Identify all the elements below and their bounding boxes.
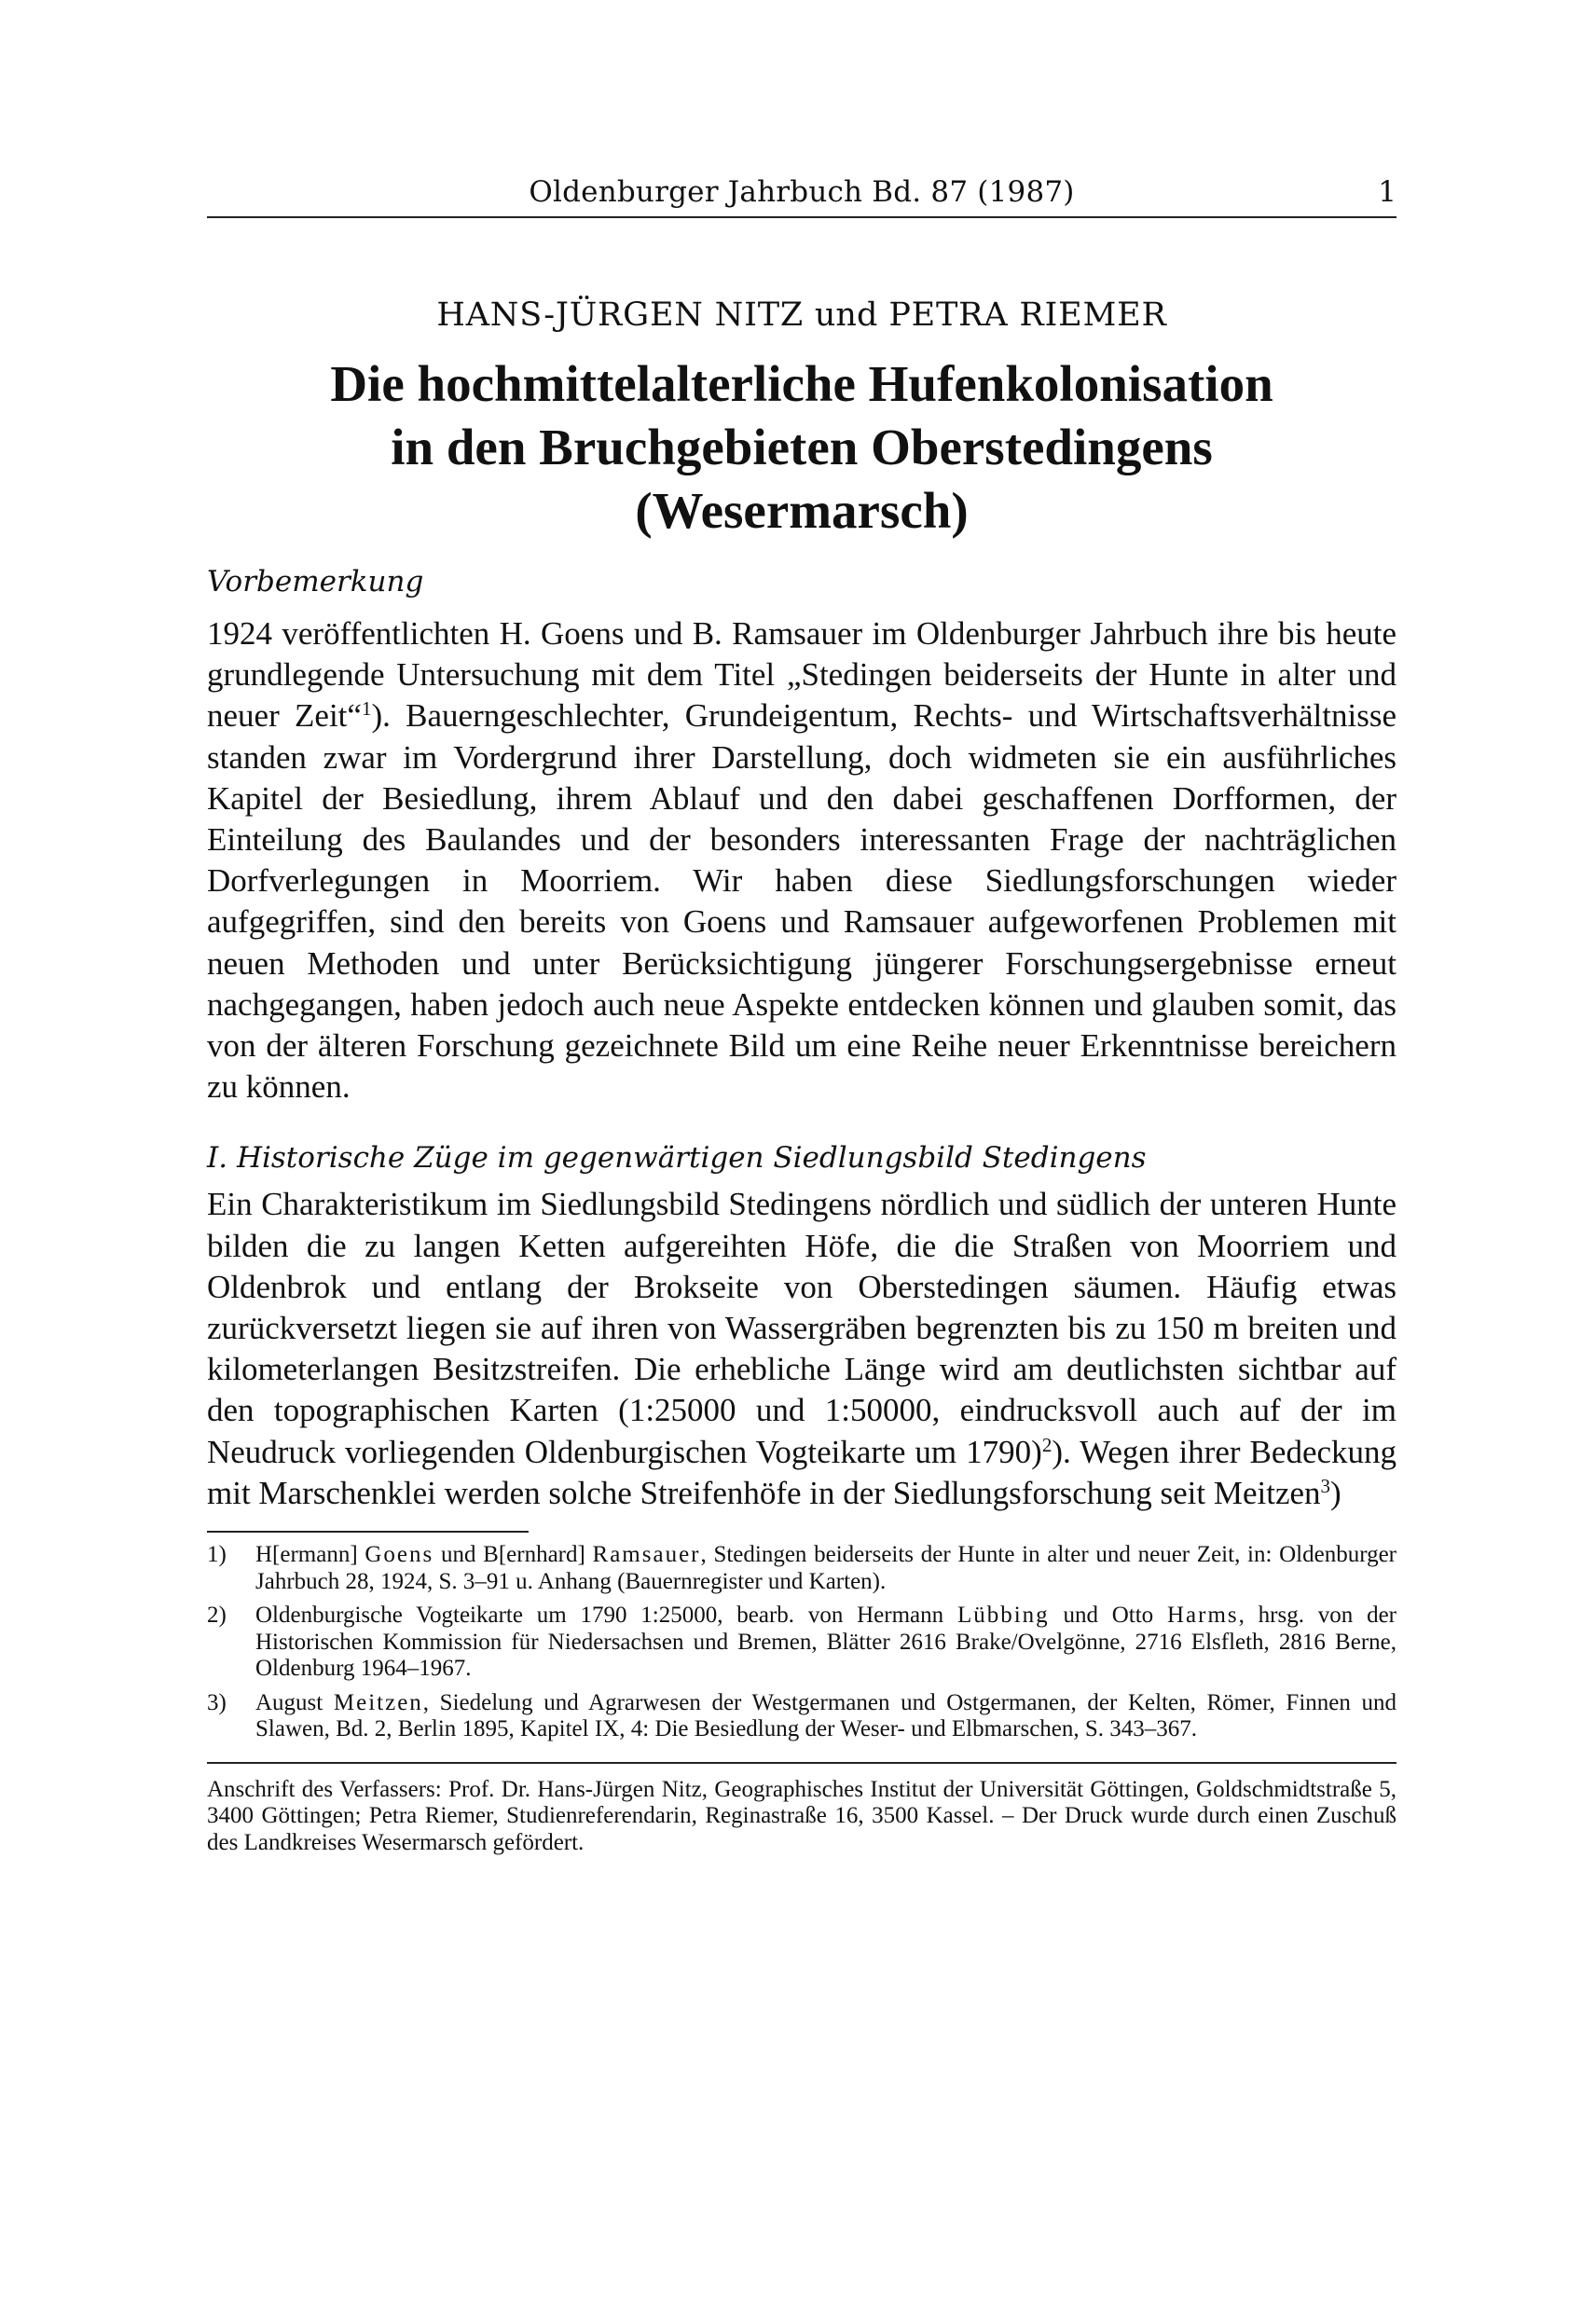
paragraph-text: ). Wegen ihrer Bedeckung mit Marschenklei werden solche Streifenhöfe in der Siedlungsforschung seit Meitzen	[207, 1433, 1397, 1511]
footnotes	[207, 1542, 1396, 1743]
page-number: 1	[1378, 175, 1396, 209]
footnote-text: , Siedelung und Agrarwesen der Westgermanen und Ostgermanen, der Kelten, Römer, Finnen und Slawen, Bd. 2, Berlin 1895, Kapitel IX, 4: Die Besiedlung der Weser- und Elbmarschen, S. 343–367.	[255, 1689, 1396, 1742]
footnote	[207, 1603, 1396, 1683]
prefatory-paragraph	[207, 613, 1396, 1108]
paragraph-text: Ein Charakteristikum im Siedlungsbild Stedingens nördlich und südlich der unteren Hunte bilden die zu langen Ketten aufgereihten Höfe, die die Straßen von Moorriem und Oldenbrok und entlang der Brokseite von Oberstedingen säumen. Häufig etwas zurückversetzt liegen sie auf ihren von Wassergräben begrenzten bis zu 150 m breiten und kilometerlangen Besitzstreifen. Die erhebliche Länge wird am deutlichsten sichtbar auf den topographischen Karten (1:25000 und 1:50000, eindrucksvoll auch auf der im Neudruck vorliegenden Oldenburgischen Vogteikarte um 1790)	[207, 1186, 1396, 1470]
footnote-text: Oldenburgische Vogteikarte um 1790 1:25000, bearb. von Hermann	[255, 1603, 957, 1629]
footnote-author: Ramsauer	[592, 1542, 701, 1568]
title-line: (Wesermarsch)	[635, 482, 969, 539]
section-paragraph	[207, 1184, 1396, 1514]
footnote-text: und B[ernhard]	[433, 1542, 593, 1568]
journal-title: Oldenburger Jahrbuch Bd. 87 (1987)	[529, 175, 1075, 209]
author-name: PETRA RIEMER	[888, 296, 1167, 334]
author-connector: und	[814, 296, 878, 334]
paragraph-text: )	[1330, 1474, 1341, 1511]
footnote-author: Lübbing	[956, 1603, 1050, 1629]
article-title	[207, 352, 1396, 543]
footnote-reference: 2	[1041, 1433, 1053, 1456]
title-line: Die hochmittelalterliche Hufenkolonisation	[330, 355, 1273, 412]
footnote	[207, 1542, 1396, 1595]
footnote-author: Harms	[1166, 1603, 1239, 1629]
footnote-reference: 1	[361, 697, 372, 721]
address-divider	[207, 1762, 1396, 1764]
footnote-divider	[207, 1531, 529, 1533]
title-line: in den Bruchgebieten Oberstedingens	[391, 419, 1213, 475]
journal-page	[207, 158, 1396, 1856]
prefatory-heading: Vorbemerkung	[207, 565, 424, 599]
footnote-text: H[ermann]	[255, 1542, 365, 1568]
footnote-text: , hrsg. von der Historischen Kommission für Niedersachsen und Bremen, Blätter 2616 Brake/Ovelgönne, 2716 Elsfleth, 2816 Berne, Oldenburg 1964–1967.	[255, 1603, 1396, 1682]
section-heading: I. Historische Züge im gegenwärtigen Siedlungsbild Stedingens	[207, 1141, 1147, 1176]
footnote-reference: 3	[1320, 1474, 1331, 1497]
footnote-text: und Otto	[1049, 1603, 1167, 1629]
footnote-author: Goens	[365, 1542, 434, 1568]
paragraph-text: ). Bauerngeschlechter, Grundeigentum, Rechts- und Wirtschaftsverhältnisse standen zwar im Vordergrund ihrer Darstellung, doch widmeten sie ein ausführliches Kapitel der Besiedlung, ihrem Ablauf und den dabei geschaffenen Dorfformen, der Einteilung des Baulandes und der besonders interessanten Frage der nachträglichen Dorfverlegungen in Moorriem. Wir haben diese Siedlungsforschungen wieder aufgegriffen, sind den bereits von Goens und Ramsauer aufgeworfenen Problemen mit neuen Methoden und unter Berücksichtigung jüngerer Forschungsergebnisse erneut nachgegangen, haben jedoch auch neue Aspekte entdecken können und glauben somit, das von der älteren Forschung gezeichnete Bild um eine Reihe neuer Erkenntnisse bereichern zu können.	[207, 697, 1396, 1106]
author-name: HANS-JÜRGEN NITZ	[436, 296, 804, 334]
footnote-text: , Stedingen beiderseits der Hunte in alter und neuer Zeit, in: Oldenburger Jahrbuch 28, 1924, S. 3–91 u. Anhang (Bauernregister und Karten).	[255, 1542, 1396, 1594]
footnote-mark: 3)	[207, 1689, 227, 1715]
footnote-mark: 1)	[207, 1542, 227, 1568]
footnote	[207, 1690, 1396, 1743]
footnote-author: Meitzen	[333, 1689, 423, 1715]
running-head	[207, 158, 1396, 218]
footnote-mark: 2)	[207, 1603, 227, 1629]
footnote-text: August	[255, 1689, 334, 1715]
paragraph-text: 1924 veröffentlichten H. Goens und B. Ramsauer im Oldenburger Jahrbuch ihre bis heute grundlegende Untersuchung mit dem Titel „Stedingen beiderseits der Hunte in alter und neuer Zeit“	[207, 615, 1396, 735]
article-authors	[207, 296, 1396, 334]
author-address-note: Anschrift des Verfassers: Prof. Dr. Hans-Jürgen Nitz, Geographisches Institut der Universität Göttingen, Goldschmidtstraße 5, 3400 Göttingen; Petra Riemer, Studienreferendarin, Reginastraße 16, 3500 Kassel. – Der Druck wurde durch einen Zuschuß des Landkreises Wesermarsch gefördert.	[207, 1776, 1396, 1855]
